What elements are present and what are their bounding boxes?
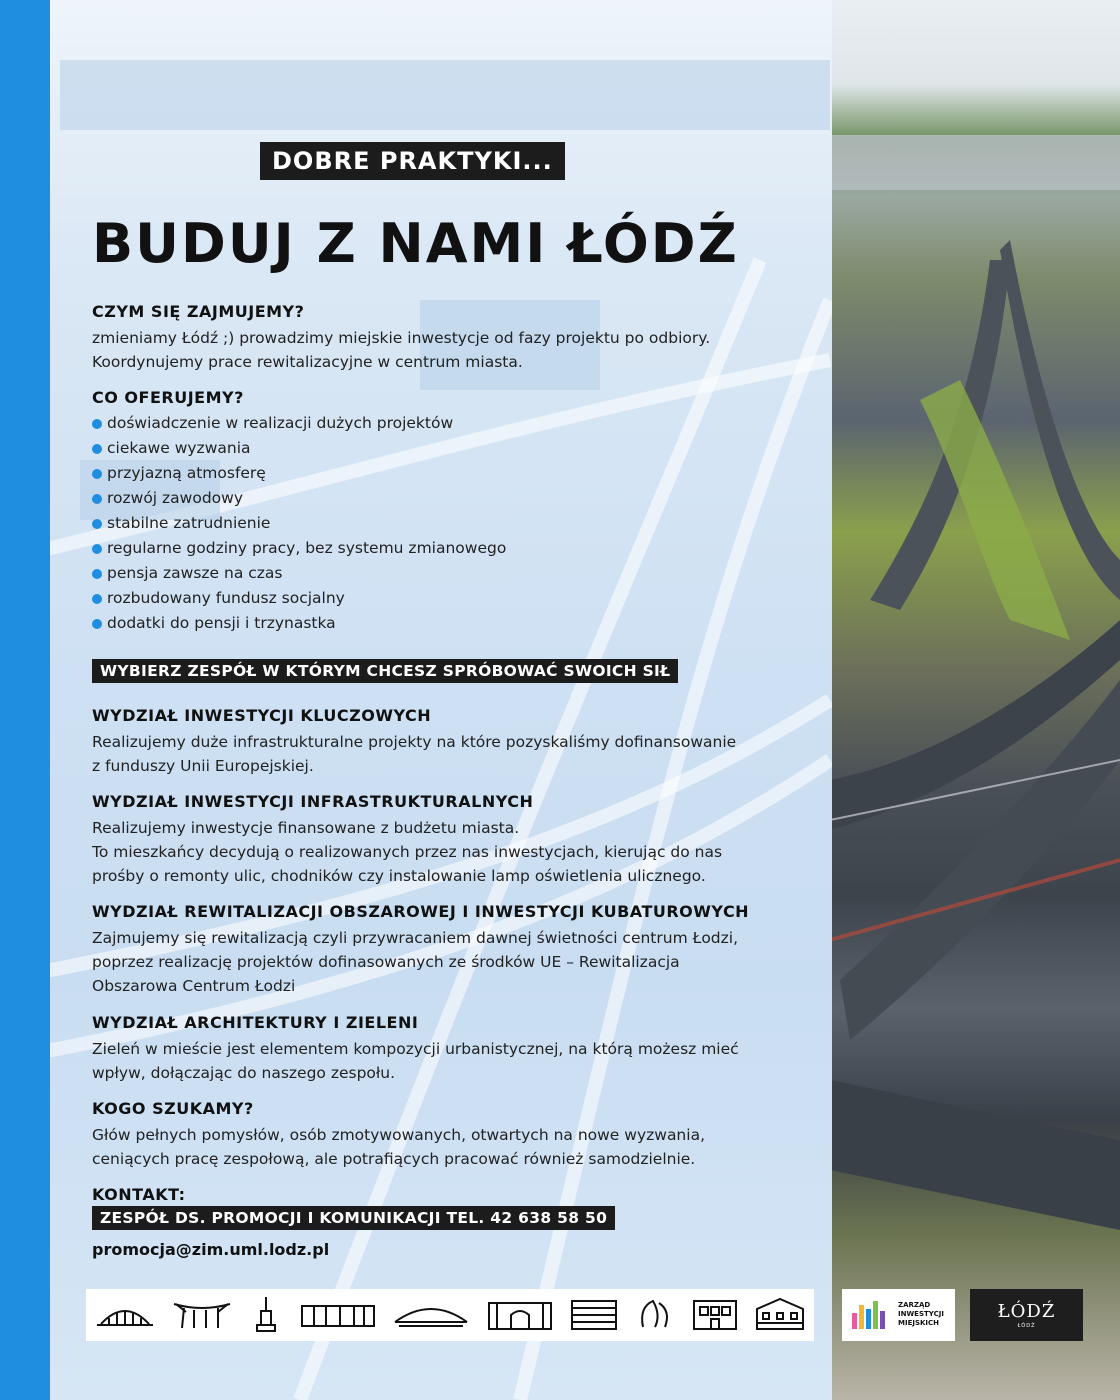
dept-text: prośby o remonty ulic, chodników czy instalowanie lamp oświetlenia ulicznego.	[92, 867, 706, 885]
dept-text: poprzez realizację projektów dofinasowanych ze środków UE – Rewitalizacja	[92, 953, 680, 971]
dept-heading: WYDZIAŁ REWITALIZACJI OBSZAROWEJ I INWESTYCJI KUBATUROWYCH	[92, 902, 750, 921]
seeking-text-1: Głów pełnych pomysłów, osób zmotywowanych, otwartych na nowe wyzwania,	[92, 1126, 705, 1144]
bullet-icon	[92, 494, 102, 504]
list-item: dodatki do pensji i trzynastka	[92, 611, 506, 636]
list-item: regularne godziny pracy, bez systemu zmianowego	[92, 536, 506, 561]
contact-team-phone: ZESPÓŁ DS. PROMOCJI I KOMUNIKACJI TEL. 42 638 58 50	[92, 1206, 615, 1230]
bullet-icon	[92, 619, 102, 629]
choose-team-banner: WYBIERZ ZESPÓŁ W KTÓRYM CHCESZ SPRÓBOWAĆ SWOICH SIŁ	[92, 659, 678, 683]
dept-text: To mieszkańcy decydują o realizowanych przez nas inwestycjach, kierując do nas	[92, 843, 723, 861]
list-item: stabilne zatrudnienie	[92, 511, 506, 536]
landmarks-strip	[86, 1289, 814, 1341]
seeking-heading: KOGO SZUKAMY?	[92, 1099, 254, 1118]
bullet-icon	[92, 569, 102, 579]
bullet-icon	[92, 519, 102, 529]
monument-icon	[249, 1295, 283, 1335]
aerial-photo	[830, 0, 1120, 1400]
offer-list	[92, 411, 506, 636]
list-item: rozbudowany fundusz socjalny	[92, 586, 506, 611]
dept-heading: WYDZIAŁ INWESTYCJI KLUCZOWYCH	[92, 706, 432, 725]
dept-text: Zieleń w mieście jest elementem kompozycji urbanistycznej, na którą możesz mieć	[92, 1040, 739, 1058]
factory-building-icon	[300, 1298, 376, 1332]
about-text-1: zmieniamy Łódź ;) prowadzimy miejskie inwestycje od fazy projektu po odbiory.	[92, 329, 711, 347]
dept-text: wpływ, dołączając do naszego zespołu.	[92, 1064, 396, 1082]
lodz-logo: ŁÓDŹ ŁÓDŹ	[970, 1289, 1083, 1341]
section-tag: DOBRE PRAKTYKI...	[260, 142, 565, 180]
zim-logo: ZARZĄD INWESTYCJI MIEJSKICH	[842, 1289, 955, 1341]
about-text-2: Koordynujemy prace rewitalizacyjne w centrum miasta.	[92, 353, 523, 371]
station-facade-icon	[487, 1297, 553, 1333]
palace-icon	[755, 1297, 805, 1333]
sculpture-icon	[635, 1297, 675, 1333]
bullet-icon	[92, 469, 102, 479]
bullet-icon	[92, 594, 102, 604]
list-item: rozwój zawodowy	[92, 486, 506, 511]
tree-pavilion-icon	[172, 1298, 232, 1332]
bullet-icon	[92, 544, 102, 554]
dept-text: Zajmujemy się rewitalizacją czyli przywracaniem dawnej świetności centrum Łodzi,	[92, 929, 739, 947]
dept-text: Realizujemy inwestycje finansowane z budżetu miasta.	[92, 819, 520, 837]
contact-heading: KONTAKT:	[92, 1185, 186, 1204]
townhouse-icon	[692, 1297, 738, 1333]
dept-text: Obszarowa Centrum Łodzi	[92, 977, 296, 995]
list-item: doświadczenie w realizacji dużych projektów	[92, 411, 506, 436]
list-item: pensja zawsze na czas	[92, 561, 506, 586]
list-item: ciekawe wyzwania	[92, 436, 506, 461]
page-title: BUDUJ Z NAMI ŁÓDŹ	[92, 212, 739, 275]
station-dome-icon	[95, 1298, 155, 1332]
dept-text: Realizujemy duże infrastrukturalne projekty na które pozyskaliśmy dofinansowanie	[92, 733, 737, 751]
bullet-icon	[92, 419, 102, 429]
bullet-icon	[92, 444, 102, 454]
office-block-icon	[570, 1297, 618, 1333]
accent-bar	[0, 0, 50, 1400]
contact-email[interactable]: promocja@zim.uml.lodz.pl	[92, 1240, 330, 1259]
dept-heading: WYDZIAŁ ARCHITEKTURY I ZIELENI	[92, 1013, 419, 1032]
list-item: przyjazną atmosferę	[92, 461, 506, 486]
arena-icon	[393, 1298, 469, 1332]
offer-heading: CO OFERUJEMY?	[92, 388, 244, 407]
dept-text: z funduszy Unii Europejskiej.	[92, 757, 314, 775]
dept-heading: WYDZIAŁ INWESTYCJI INFRASTRUKTURALNYCH	[92, 792, 534, 811]
seeking-text-2: ceniących pracę zespołową, ale potrafiących pracować również samodzielnie.	[92, 1150, 696, 1168]
about-heading: CZYM SIĘ ZAJMUJEMY?	[92, 302, 305, 321]
